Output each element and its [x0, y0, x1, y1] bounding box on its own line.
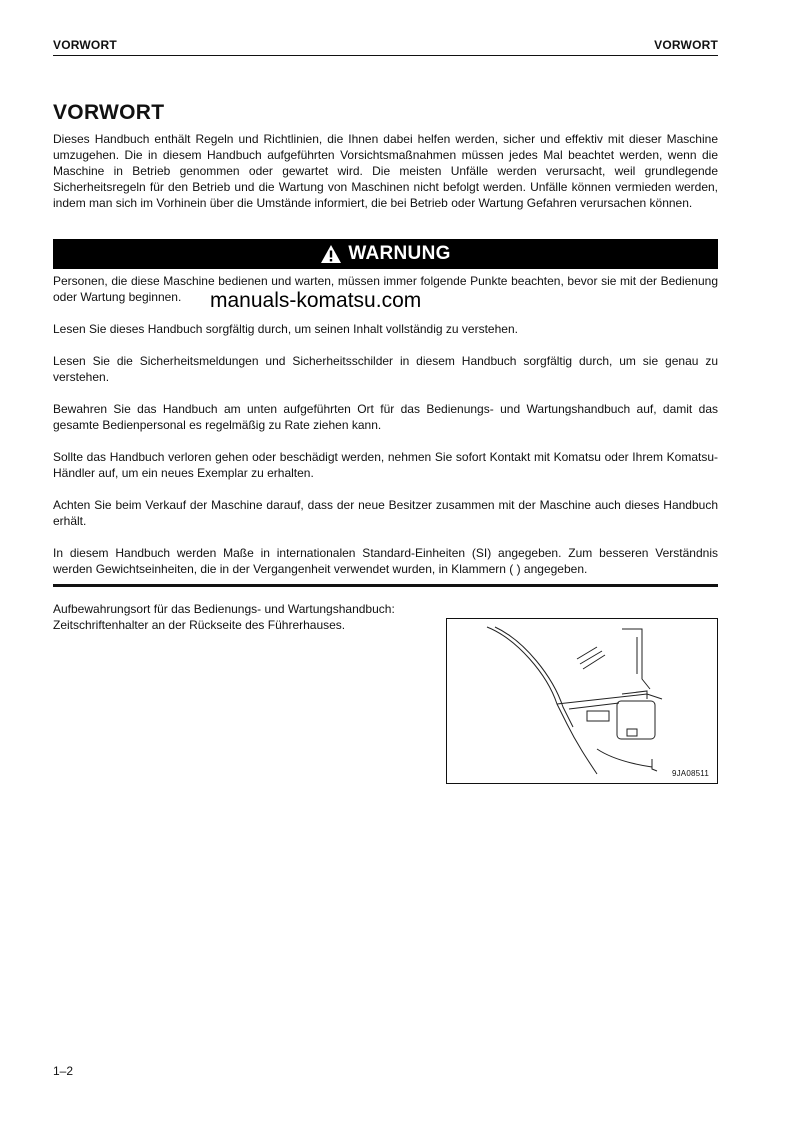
intro-paragraph: Dieses Handbuch enthält Regeln und Richtlinien, die Ihnen dabei helfen werden, sicher und effektiv mit dieser Maschine umzugehen. Die in diesem Handbuch aufgeführten Vorsichtsmaßnahmen müssen jedes Mal beachtet werden, wenn die Maschine in Betrieb genommen oder gewartet wird. Die meisten Unfälle werden verursacht, weil grundlegende Sicherheitsregeln für den Betrieb und die Wartung von Maschinen nicht befolgt werden. Unfälle können vermieden werden, indem man sich im Vorhinein über die Umstände informiert, die bei Betrieb oder Wartung Gefahren verursachen können.	[53, 132, 718, 210]
watermark: manuals-komatsu.com	[210, 289, 422, 312]
figure-code: 9JA08511	[671, 769, 709, 778]
warning-paragraph-2: Lesen Sie dieses Handbuch sorgfältig durch, um seinen Inhalt vollständig zu verstehen.	[53, 322, 518, 336]
header-left-title: VORWORT	[53, 38, 117, 52]
storage-location-text	[53, 601, 425, 633]
warning-banner	[53, 239, 718, 269]
cab-illustration	[446, 618, 718, 784]
page-number: 1–2	[53, 1064, 74, 1078]
header-divider	[53, 55, 718, 56]
warning-paragraph-6: Achten Sie beim Verkauf der Maschine darauf, dass der neue Besitzer zusammen mit der Maschine auch dieses Handbuch erhält.	[53, 498, 718, 528]
warning-paragraph-1: Personen, die diese Maschine bedienen und warten, müssen immer folgende Punkte beachten, bevor sie mit der Bedienung oder Wartung beginnen.	[53, 274, 718, 304]
warning-triangle-icon	[320, 244, 342, 264]
warning-paragraph-4: Bewahren Sie das Handbuch am unten aufgeführten Ort für das Bedienungs- und Wartungshandbuch auf, damit das gesamte Bedienpersonal es regelmäßig zu Rate ziehen kann.	[53, 402, 718, 432]
warning-paragraph-7: In diesem Handbuch werden Maße in internationalen Standard-Einheiten (SI) angegeben. Zum besseren Verständnis werden Gewichtseinheiten, die in der Vergangenheit verwendet wurden, in Klammern ( ) angegeben.	[53, 546, 718, 576]
storage-location-label: Aufbewahrungsort für das Bedienungs- und Wartungshandbuch:	[53, 602, 395, 616]
header-right-title: VORWORT	[654, 38, 718, 52]
warning-paragraph-3: Lesen Sie die Sicherheitsmeldungen und Sicherheitsschilder in diesem Handbuch sorgfältig durch, um sie genau zu verstehen.	[53, 354, 718, 384]
warning-label: WARNUNG	[348, 243, 451, 264]
page-title: VORWORT	[53, 101, 165, 124]
warning-paragraph-5: Sollte das Handbuch verloren gehen oder beschädigt werden, nehmen Sie sofort Kontakt mit Komatsu oder Ihrem Komatsu-Händler auf, um ein neues Exemplar zu erhalten.	[53, 450, 718, 480]
warning-end-divider	[53, 584, 718, 587]
cab-drawing	[447, 619, 717, 783]
storage-location-value: Zeitschriftenhalter an der Rückseite des Führerhauses.	[53, 618, 346, 632]
